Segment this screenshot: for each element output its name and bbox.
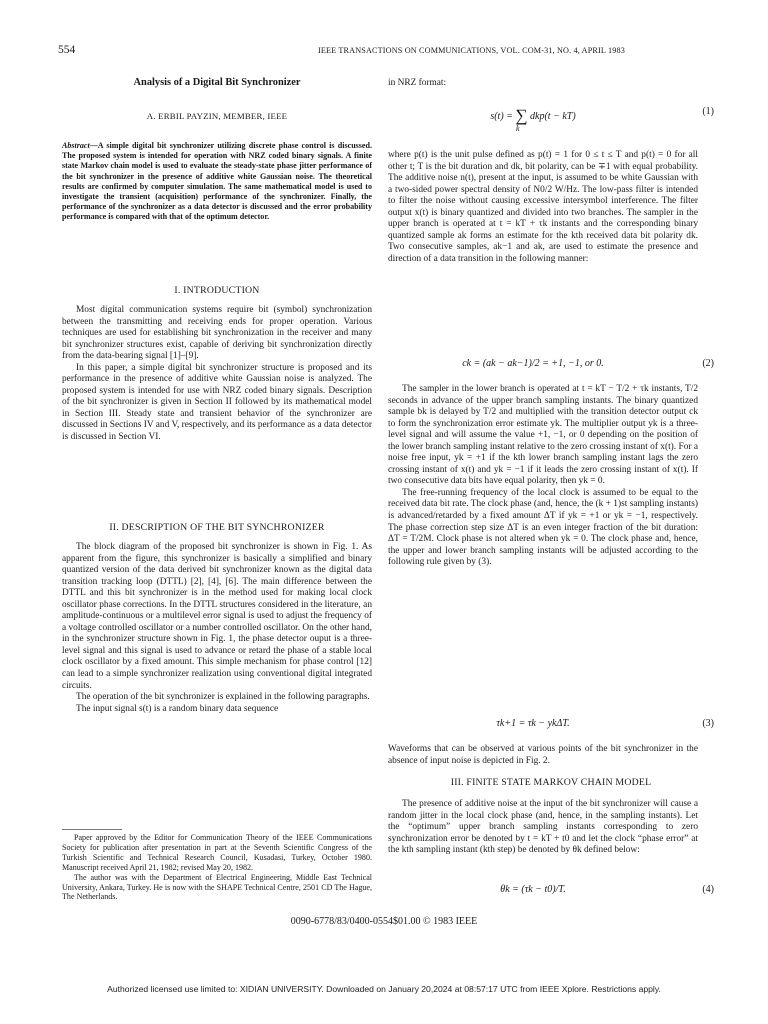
equation-1 [388, 106, 714, 138]
license-stamp: Authorized licensed use limited to: XIDIAN UNIVERSITY. Downloaded on January 20,2024 at 08:57:17 UTC from IEEE Xplore. Restrictions apply. [107, 984, 661, 994]
paper-title: Analysis of a Digital Bit Synchronizer [133, 77, 301, 88]
equation-4 [388, 884, 714, 900]
paragraph: In this paper, a simple digital bit synchronizer structure is proposed and its performance in the presence of additive white Gaussian noise is analyzed. The proposed system is intended for use with NRZ coded binary signals. Description of the bit synchronizer is given in Section II followed by its mathematical model in Section III. Steady state and transient behavior of the synchronizer are discussed in Sections IV and V, respectively, and its performance as a data detector is discussed in Section VI. [62, 362, 372, 443]
nrz-intro: in NRZ format: [388, 78, 447, 88]
section-heading-description: II. DESCRIPTION OF THE BIT SYNCHRONIZER [109, 522, 325, 533]
equation-4-number: (4) [702, 884, 714, 895]
model-description: where p(t) is the unit pulse defined as p(t) = 1 for 0 ≤ t ≤ T and p(t) = 0 for all other t; T is the bit duration and dk, bit polarity, can be ∓1 with equal probability. The additive noise n(t), present at the input, is assumed to be white Gaussian with a two-sided power spectral density of N0/2 W/Hz. The low-pass filter is intended to filter the noise without causing excessive intersymbol interference. The filter output x(t) is binary quantized and divided into two branches. The sampler in the upper branch is operated at t = kT + τk instants and the corresponding binary quantized sample ak forms an estimate for the kth received data bit polarity dk. Two consecutive samples, ak−1 and ak, are used to estimate the presence and direction of a data transition in the following manner: [388, 150, 698, 264]
summation-symbol: ∑ [515, 106, 528, 125]
abstract [62, 141, 372, 223]
markov-body [388, 799, 698, 857]
paragraph: The presence of additive noise at the input of the bit synchronizer will cause a random jitter in the local clock phase (and, hence, in the sampling instants). Let the “optimum” upper branch sampling instants corresponding to zero synchronization error be denoted by t = kT + t0 and let the clock “phase error” at the kth sampling instant (kth step) be denoted by θk defined below: [388, 799, 698, 856]
equation-2 [388, 358, 714, 374]
footnote-paragraph: Paper approved by the Editor for Communication Theory of the IEEE Communications Society for publication after presentation in part at the Seventh Scientific Congress of the Turkish Scientific and Technical Research Council, Kusadasi, Turkey, October 1980. Manuscript received April 21, 1982; revised May 20, 1982. [62, 833, 372, 872]
waveform-note: Waveforms that can be observed at various points of the bit synchronizer in the absence of input noise is depicted in Fig. 2. [388, 744, 698, 766]
abstract-text: —A simple digital bit synchronizer utilizing discrete phase control is discussed. The proposed system is intended for operation with NRZ coded binary signals. A finite state Markov chain model is used to evaluate the steady-state phase jitter performance of the bit synchronizer in the presence of additive white Gaussian noise. The theoretical results are confirmed by computer simulation. The same mathematical model is used to investigate the transient (acquisition) performance of the synchronizer. Finally, the performance of the synchronizer as a data detector is discussed and the error probability performance is compared with that of the optimum detector. [62, 141, 372, 222]
abstract-lead: Abstract [62, 141, 90, 150]
equation-1-index: k [516, 124, 520, 133]
paragraph: The free-running frequency of the local clock is assumed to be equal to the received data bit rate. The clock phase (and, hence, the (k + 1)st sampling instants) is advanced/retarded by a fixed amount ΔT if yk = +1 or yk = −1, respectively. The phase correction step size ΔT is an even integer fraction of the bit duration: ΔT = T/2M. Clock phase is not altered when yk = 0. The clock phase and, hence, the upper and lower branch sampling instants will be adjusted according to the following rule given by (3). [388, 487, 698, 568]
paragraph: The input signal s(t) is a random binary data sequence [76, 703, 279, 714]
equation-1-number: (1) [702, 106, 714, 117]
description-body [62, 542, 372, 715]
equation-3-number: (3) [702, 718, 714, 729]
section-heading-markov: III. FINITE STATE MARKOV CHAIN MODEL [450, 777, 652, 788]
footnote [62, 833, 372, 902]
equation-1-lhs: s(t) = [490, 111, 516, 122]
footnote-rule [62, 829, 122, 830]
paragraph: The operation of the bit synchronizer is explained in the following paragraphs. [76, 692, 370, 703]
equation-2-number: (2) [702, 358, 714, 369]
paragraph: Most digital communication systems require bit (symbol) synchronization between the transmitting and receiving ends for proper operation. Various techniques are used for establishing bit synchronization in the receiver and many bit synchronizer structures exist, capable of deriving bit synchronization directly from the data-bearing signal [1]–[9]. [62, 305, 372, 362]
introduction-body [62, 305, 372, 444]
equation-3-body: τk+1 = τk − ykΔT. [496, 718, 570, 729]
paragraph: The block diagram of the proposed bit synchronizer is shown in Fig. 1. As apparent from the figure, this synchronizer is basically a simplified and binary quantized version of the data derived bit synchronizer known as the digital data transition tracking loop (DTTL) [2], [4], [6]. The main difference between the DTTL and this bit synchronizer is in the method used for making local clock oscillator phase corrections. In the DTTL structures considered in the literature, an amplitude-continuous or a multilevel error signal is used to adjust the frequency of a voltage controlled oscillator or a number controlled oscillator. On the other hand, in the synchronizer structure shown in Fig. 1, the phase detector ouput is a three-level signal and this signal is used to advance or retard the phase of a stable local clock oscillator by a fixed amount. This simple mechanism for phase control [12] can lead to a simple synchronizer realization using conventional digital integrated circuits. [62, 542, 372, 691]
equation-3 [388, 718, 714, 734]
equation-2-body: ck = (ak − ak−1)/2 = +1, −1, or 0. [462, 358, 604, 369]
page-number: 554 [58, 44, 76, 56]
paragraph: The sampler in the lower branch is operated at t = kT − T/2 + τk instants, T/2 seconds in advance of the upper branch sampling instants. The binary quantized sample bk is delayed by T/2 and multiplied with the transition detector output ck to form the synchronization error estimate yk. The multiplier output yk is a three-level signal and will assume the value +1, −1, or 0 depending on the position of the lower branch sampling instant relative to the zero crossing instant of x(t). For a noise free input, yk = +1 if the kth lower branch sampling instant lags the zero crossing instant of x(t) and yk = −1 if it leads the zero crossing instant of x(t). If two consecutive data bits have equal polarity, then yk = 0. [388, 384, 698, 487]
equation-4-body: θk = (τk − t0)/T. [500, 884, 566, 895]
copyright-line: 0090-6778/83/0400-0554$01.00 © 1983 IEEE [290, 916, 478, 927]
footnote-paragraph: The author was with the Department of Electrical Engineering, Middle East Technical University, Ankara, Turkey. He is now with the SHAPE Technical Centre, 2501 CD The Hague, The Netherlands. [62, 872, 372, 902]
running-head: IEEE TRANSACTIONS ON COMMUNICATIONS, VOL. COM-31, NO. 4, APRIL 1983 [318, 46, 625, 55]
clock-description [388, 384, 698, 569]
section-heading-introduction: I. INTRODUCTION [174, 285, 260, 296]
author-line: A. ERBIL PAYZIN, MEMBER, IEEE [146, 111, 288, 121]
equation-1-rhs: dkp(t − kT) [530, 111, 576, 122]
